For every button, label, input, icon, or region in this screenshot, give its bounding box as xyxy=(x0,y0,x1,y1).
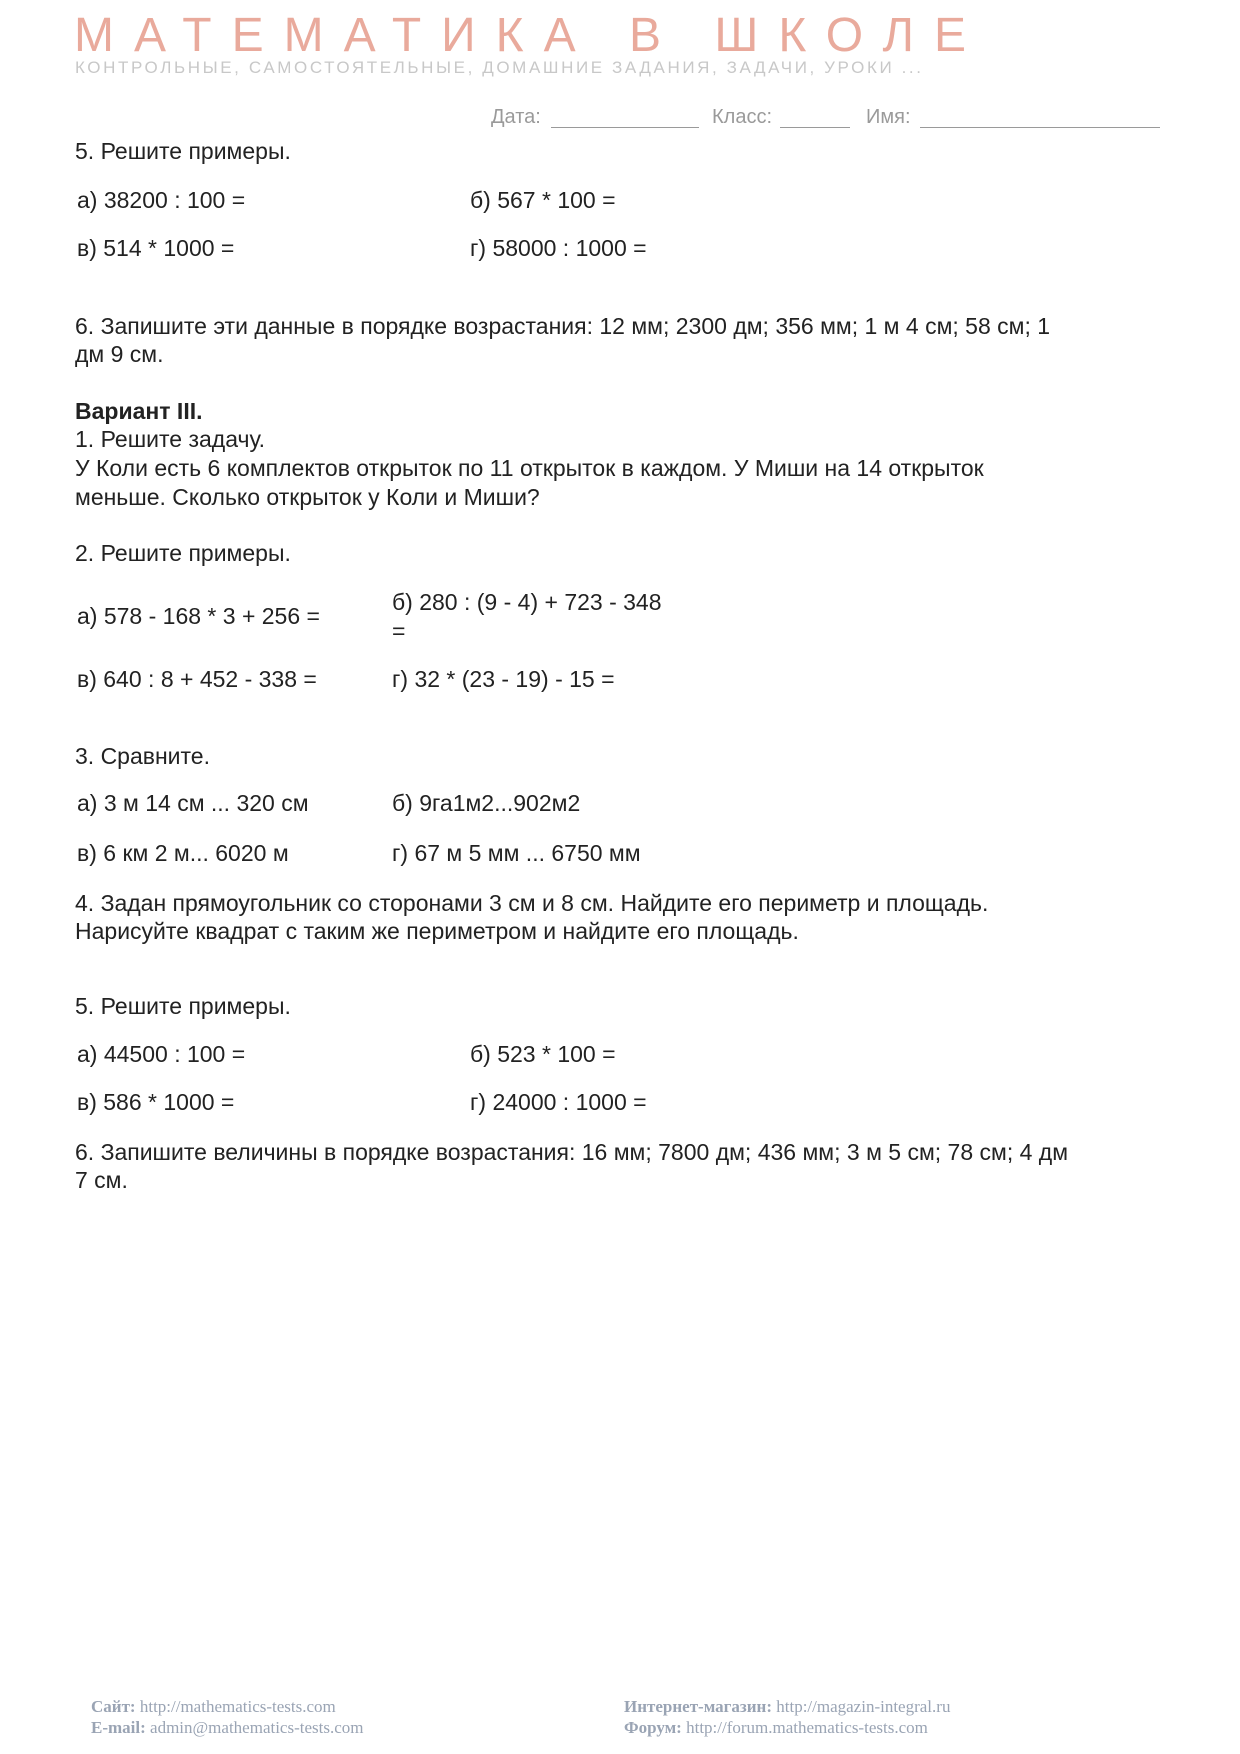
variant-title: Вариант III. xyxy=(75,398,203,424)
footer-forum-link[interactable]: http://forum.mathematics-tests.com xyxy=(686,1718,928,1737)
footer-shop xyxy=(624,1697,950,1717)
task5-v: в) 586 * 1000 = xyxy=(77,1089,235,1115)
date-label: Дата: xyxy=(491,106,541,128)
task1-title: 1. Решите задачу. xyxy=(75,426,266,452)
prev-task5-title: 5. Решите примеры. xyxy=(75,138,291,164)
prev-task6-line1: 6. Запишите эти данные в порядке возрастания: 12 мм; 2300 дм; 356 мм; 1 м 4 см; 58 см; 1 xyxy=(75,313,1051,339)
name-field-line[interactable] xyxy=(920,127,1160,128)
footer-site-label: Сайт: xyxy=(91,1697,136,1716)
prev-task6-line2: дм 9 см. xyxy=(75,341,164,367)
task1-line1: У Коли есть 6 комплектов открыток по 11 открыток в каждом. У Миши на 14 открыток xyxy=(75,455,984,481)
footer-email-link[interactable]: admin@mathematics-tests.com xyxy=(150,1718,364,1737)
task2-g: г) 32 * (23 - 19) - 15 = xyxy=(392,666,615,692)
footer-forum xyxy=(624,1718,928,1738)
prev-task5-a: а) 38200 : 100 = xyxy=(77,187,246,213)
task6-line1: 6. Запишите величины в порядке возрастания: 16 мм; 7800 дм; 436 мм; 3 м 5 см; 78 см; 4 дм xyxy=(75,1139,1069,1165)
task1-line2: меньше. Сколько открыток у Коли и Миши? xyxy=(75,484,540,510)
task2-a: а) 578 - 168 * 3 + 256 = xyxy=(77,603,320,629)
prev-task5-b: б) 567 * 100 = xyxy=(470,187,616,213)
footer-site-link[interactable]: http://mathematics-tests.com xyxy=(139,1697,336,1716)
task3-g: г) 67 м 5 мм ... 6750 мм xyxy=(392,840,641,866)
task2-b-line1: б) 280 : (9 - 4) + 723 - 348 xyxy=(392,589,662,615)
site-subtitle: КОНТРОЛЬНЫЕ, САМОСТОЯТЕЛЬНЫЕ, ДОМАШНИЕ ЗАДАНИЯ, ЗАДАЧИ, УРОКИ ... xyxy=(75,58,924,77)
footer-site xyxy=(91,1697,336,1717)
site-title: МАТЕМАТИКА В ШКОЛЕ xyxy=(74,9,987,62)
footer-forum-label: Форум: xyxy=(624,1718,682,1737)
footer-email xyxy=(91,1718,364,1738)
task3-title: 3. Сравните. xyxy=(75,743,210,769)
class-field-line[interactable] xyxy=(780,127,850,128)
footer-shop-link[interactable]: http://magazin-integral.ru xyxy=(776,1697,951,1716)
task2-title: 2. Решите примеры. xyxy=(75,540,291,566)
task2-v: в) 640 : 8 + 452 - 338 = xyxy=(77,666,317,692)
task3-b: б) 9га1м2...902м2 xyxy=(392,790,581,816)
task5-title: 5. Решите примеры. xyxy=(75,993,291,1019)
prev-task5-g: г) 58000 : 1000 = xyxy=(470,235,647,261)
task5-b: б) 523 * 100 = xyxy=(470,1041,616,1067)
task5-g: г) 24000 : 1000 = xyxy=(470,1089,647,1115)
date-field-line[interactable] xyxy=(551,127,699,128)
task3-v: в) 6 км 2 м... 6020 м xyxy=(77,840,289,866)
class-label: Класс: xyxy=(712,106,772,128)
task4-line1: 4. Задан прямоугольник со сторонами 3 см и 8 см. Найдите его периметр и площадь. xyxy=(75,890,989,916)
task4-line2: Нарисуйте квадрат с таким же периметром и найдите его площадь. xyxy=(75,918,799,944)
task3-a: а) 3 м 14 см ... 320 см xyxy=(77,790,309,816)
name-label: Имя: xyxy=(866,106,911,128)
footer-email-label: E-mail: xyxy=(91,1718,146,1737)
task5-a: а) 44500 : 100 = xyxy=(77,1041,246,1067)
prev-task5-v: в) 514 * 1000 = xyxy=(77,235,235,261)
task6-line2: 7 см. xyxy=(75,1167,128,1193)
task2-b-line2: = xyxy=(392,618,406,644)
footer-shop-label: Интернет-магазин: xyxy=(624,1697,772,1716)
